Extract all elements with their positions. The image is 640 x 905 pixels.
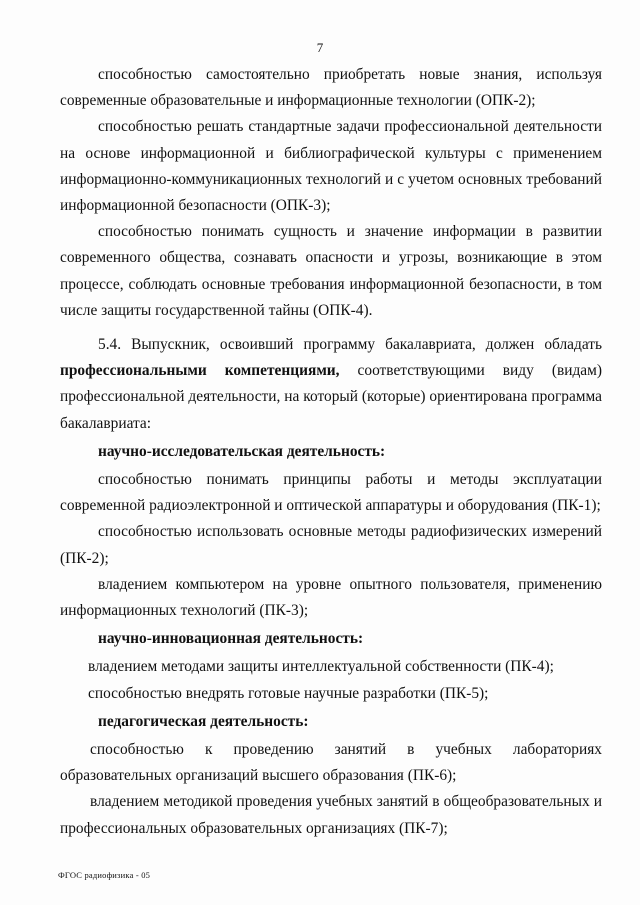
paragraph-pk5: способностью внедрять готовые научные разработки (ПК-5); — [88, 684, 489, 702]
paragraph-5-4 — [60, 332, 602, 437]
paragraph-pk2: способностью использовать основные методы радиофизических измерений (ПК-2); — [60, 523, 602, 567]
heading-pedagogical: педагогическая деятельность: — [98, 712, 309, 730]
paragraph-pk6: способностью к проведению занятий в учебных лабораториях образовательных организаций высшего образования (ПК-6); — [60, 741, 602, 785]
paragraph-opk4: способностью понимать сущность и значение информации в развитии современного общества, сознавать опасности и угрозы, возникающие в этом процессе, соблюдать основные требования информационной безопасности, в том числе защиты государственной тайны (ОПК-4). — [60, 223, 602, 319]
paragraph-opk2: способностью самостоятельно приобретать новые знания, используя современные образовательные и информационные технологии (ОПК-2); — [60, 66, 602, 110]
footer-label: ФГОС радиофизика - 05 — [58, 870, 151, 880]
paragraph-5-4-start: 5.4. Выпускник, освоивший программу бакалавриата, должен обладать — [98, 336, 602, 354]
document-body — [60, 62, 602, 842]
paragraph-5-4-bold: профессиональными компетенциями, — [60, 362, 340, 380]
paragraph-pk4: владением методами защиты интеллектуальной собственности (ПК-4); — [88, 658, 554, 676]
page-number: 7 — [316, 40, 324, 55]
paragraph-opk3: способностью решать стандартные задачи профессиональной деятельности на основе информационной и библиографической культуры с применением информационно-коммуникационных технологий и с учетом основных требований информационной безопасности (ОПК-3); — [60, 118, 602, 215]
paragraph-pk3: владением компьютером на уровне опытного пользователя, применению информационных технологий (ПК-3); — [60, 575, 602, 620]
paragraph-5-4-end: соответствующими виду (видам) профессиональной деятельности, на который (которые) ориентирована программа бакалавриата: — [60, 362, 602, 432]
heading-innovation: научно-инновационная деятельность: — [98, 630, 364, 648]
heading-research: научно-исследовательская деятельность: — [98, 442, 386, 460]
paragraph-pk7: владением методикой проведения учебных занятий в общеобразовательных и профессиональных образовательных организациях (ПК-7); — [60, 793, 602, 837]
paragraph-pk1: способностью понимать принципы работы и методы эксплуатации современной радиоэлектронной и оптической аппаратуры и оборудования (ПК-1); — [60, 471, 602, 515]
